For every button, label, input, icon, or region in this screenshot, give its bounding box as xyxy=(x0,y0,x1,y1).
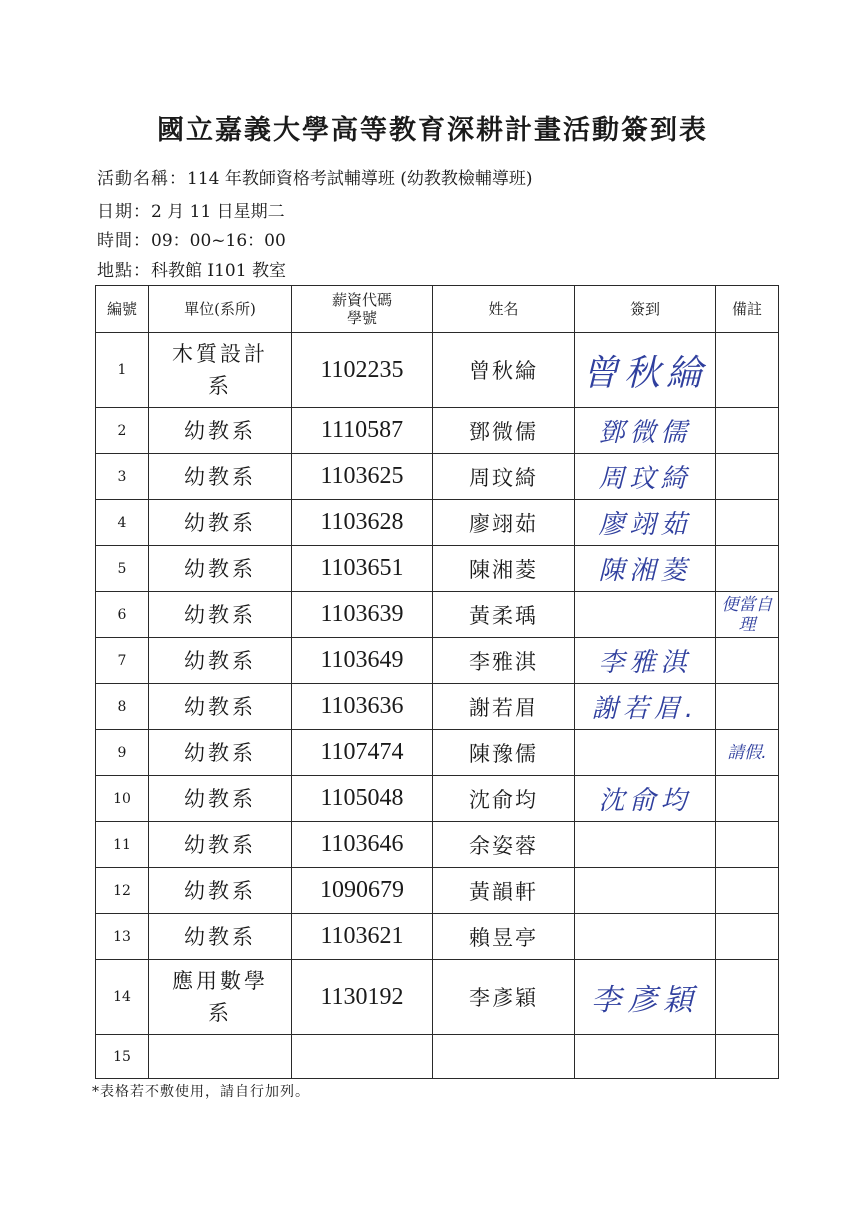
row-id: 1103651 xyxy=(292,546,433,592)
table-row xyxy=(96,960,779,1035)
header-unit: 單位(系所) xyxy=(149,286,292,333)
row-name: 廖翊茹 xyxy=(433,500,575,546)
row-no: 14 xyxy=(96,960,149,1035)
row-unit: 幼教系 xyxy=(149,868,292,914)
row-no: 15 xyxy=(96,1035,149,1079)
row-signature: 謝若眉. xyxy=(575,684,716,730)
row-no: 9 xyxy=(96,730,149,776)
row-id: 1103625 xyxy=(292,454,433,500)
date-value: 2 月 11 日星期二 xyxy=(151,202,285,222)
time-line xyxy=(97,226,286,251)
row-remark xyxy=(716,454,779,500)
table-row xyxy=(96,776,779,822)
row-remark xyxy=(716,638,779,684)
row-remark xyxy=(716,868,779,914)
row-unit: 幼教系 xyxy=(149,776,292,822)
row-remark xyxy=(716,960,779,1035)
row-name: 李彥穎 xyxy=(433,960,575,1035)
row-signature: 李彥穎 xyxy=(575,960,716,1035)
place-line xyxy=(97,256,286,281)
row-signature xyxy=(575,914,716,960)
row-no: 12 xyxy=(96,868,149,914)
row-remark xyxy=(716,684,779,730)
row-remark xyxy=(716,914,779,960)
header-remark: 備註 xyxy=(716,286,779,333)
row-no: 3 xyxy=(96,454,149,500)
table-row xyxy=(96,500,779,546)
row-signature xyxy=(575,868,716,914)
row-id: 1103628 xyxy=(292,500,433,546)
place-label: 地點： xyxy=(97,261,151,281)
row-name: 鄧微儒 xyxy=(433,408,575,454)
row-no: 1 xyxy=(96,333,149,408)
row-remark: 請假. xyxy=(716,730,779,776)
table-row xyxy=(96,730,779,776)
row-signature: 廖翊茹 xyxy=(575,500,716,546)
table-row xyxy=(96,546,779,592)
row-unit: 幼教系 xyxy=(149,822,292,868)
row-signature xyxy=(575,822,716,868)
row-remark xyxy=(716,333,779,408)
row-unit: 幼教系 xyxy=(149,638,292,684)
row-id: 1107474 xyxy=(292,730,433,776)
row-no: 5 xyxy=(96,546,149,592)
row-signature: 周玟綺 xyxy=(575,454,716,500)
row-id: 1130192 xyxy=(292,960,433,1035)
header-sign: 簽到 xyxy=(575,286,716,333)
row-remark xyxy=(716,1035,779,1079)
table-row xyxy=(96,333,779,408)
row-signature xyxy=(575,592,716,638)
row-name xyxy=(433,1035,575,1079)
row-remark: 便當自理 xyxy=(716,592,779,638)
time-value: 09：00~16：00 xyxy=(151,231,286,251)
row-no: 7 xyxy=(96,638,149,684)
activity-name-line xyxy=(97,164,533,189)
row-unit: 幼教系 xyxy=(149,592,292,638)
row-name: 李雅淇 xyxy=(433,638,575,684)
row-no: 2 xyxy=(96,408,149,454)
table-row xyxy=(96,914,779,960)
row-id: 1103621 xyxy=(292,914,433,960)
row-unit: 應用數學系 xyxy=(149,960,292,1035)
date-line xyxy=(97,197,285,222)
row-unit: 幼教系 xyxy=(149,500,292,546)
row-id: 1090679 xyxy=(292,868,433,914)
row-signature xyxy=(575,730,716,776)
activity-value: 114 年教師資格考試輔導班 (幼教教檢輔導班) xyxy=(187,169,533,189)
row-name: 陳豫儒 xyxy=(433,730,575,776)
row-unit: 幼教系 xyxy=(149,408,292,454)
date-label: 日期： xyxy=(97,202,151,222)
row-unit: 木質設計系 xyxy=(149,333,292,408)
table-row xyxy=(96,684,779,730)
row-signature: 曾秋綸 xyxy=(575,333,716,408)
header-no: 編號 xyxy=(96,286,149,333)
row-id: 1102235 xyxy=(292,333,433,408)
row-name: 曾秋綸 xyxy=(433,333,575,408)
table-header-row xyxy=(96,286,779,333)
row-no: 6 xyxy=(96,592,149,638)
row-id: 1103649 xyxy=(292,638,433,684)
row-name: 陳湘菱 xyxy=(433,546,575,592)
row-id: 1103639 xyxy=(292,592,433,638)
row-id: 1103636 xyxy=(292,684,433,730)
document-title: 國立嘉義大學高等教育深耕計畫活動簽到表 xyxy=(157,115,708,146)
row-id: 1105048 xyxy=(292,776,433,822)
row-name: 沈俞均 xyxy=(433,776,575,822)
row-no: 8 xyxy=(96,684,149,730)
row-name: 周玟綺 xyxy=(433,454,575,500)
row-no: 10 xyxy=(96,776,149,822)
header-name: 姓名 xyxy=(433,286,575,333)
row-remark xyxy=(716,822,779,868)
row-unit: 幼教系 xyxy=(149,684,292,730)
row-unit: 幼教系 xyxy=(149,730,292,776)
row-remark xyxy=(716,546,779,592)
table-row xyxy=(96,638,779,684)
attendance-table xyxy=(95,285,779,1079)
header-id xyxy=(292,286,433,333)
row-signature: 陳湘菱 xyxy=(575,546,716,592)
row-no: 11 xyxy=(96,822,149,868)
row-signature: 沈俞均 xyxy=(575,776,716,822)
place-value: 科教館 I101 教室 xyxy=(151,261,286,281)
row-no: 13 xyxy=(96,914,149,960)
row-name: 黃柔瑀 xyxy=(433,592,575,638)
table-row xyxy=(96,408,779,454)
row-name: 賴昱亭 xyxy=(433,914,575,960)
row-name: 黃韻軒 xyxy=(433,868,575,914)
row-remark xyxy=(716,500,779,546)
table-row xyxy=(96,1035,779,1079)
row-signature xyxy=(575,1035,716,1079)
row-unit: 幼教系 xyxy=(149,454,292,500)
table-row xyxy=(96,822,779,868)
row-unit: 幼教系 xyxy=(149,546,292,592)
row-signature: 李雅淇 xyxy=(575,638,716,684)
header-id-line2: 學號 xyxy=(346,309,377,327)
table-row xyxy=(96,868,779,914)
row-id: 1110587 xyxy=(292,408,433,454)
row-id xyxy=(292,1035,433,1079)
row-name: 謝若眉 xyxy=(433,684,575,730)
row-remark xyxy=(716,408,779,454)
activity-label: 活動名稱： xyxy=(97,169,187,189)
row-no: 4 xyxy=(96,500,149,546)
header-id-line1: 薪資代碼 xyxy=(331,291,392,309)
row-signature: 鄧微儒 xyxy=(575,408,716,454)
table-row xyxy=(96,454,779,500)
time-label: 時間： xyxy=(97,231,151,251)
row-unit: 幼教系 xyxy=(149,914,292,960)
row-unit xyxy=(149,1035,292,1079)
row-name: 余姿蓉 xyxy=(433,822,575,868)
row-remark xyxy=(716,776,779,822)
footnote: *表格若不敷使用，請自行加列。 xyxy=(92,1084,310,1100)
table-row xyxy=(96,592,779,638)
row-id: 1103646 xyxy=(292,822,433,868)
